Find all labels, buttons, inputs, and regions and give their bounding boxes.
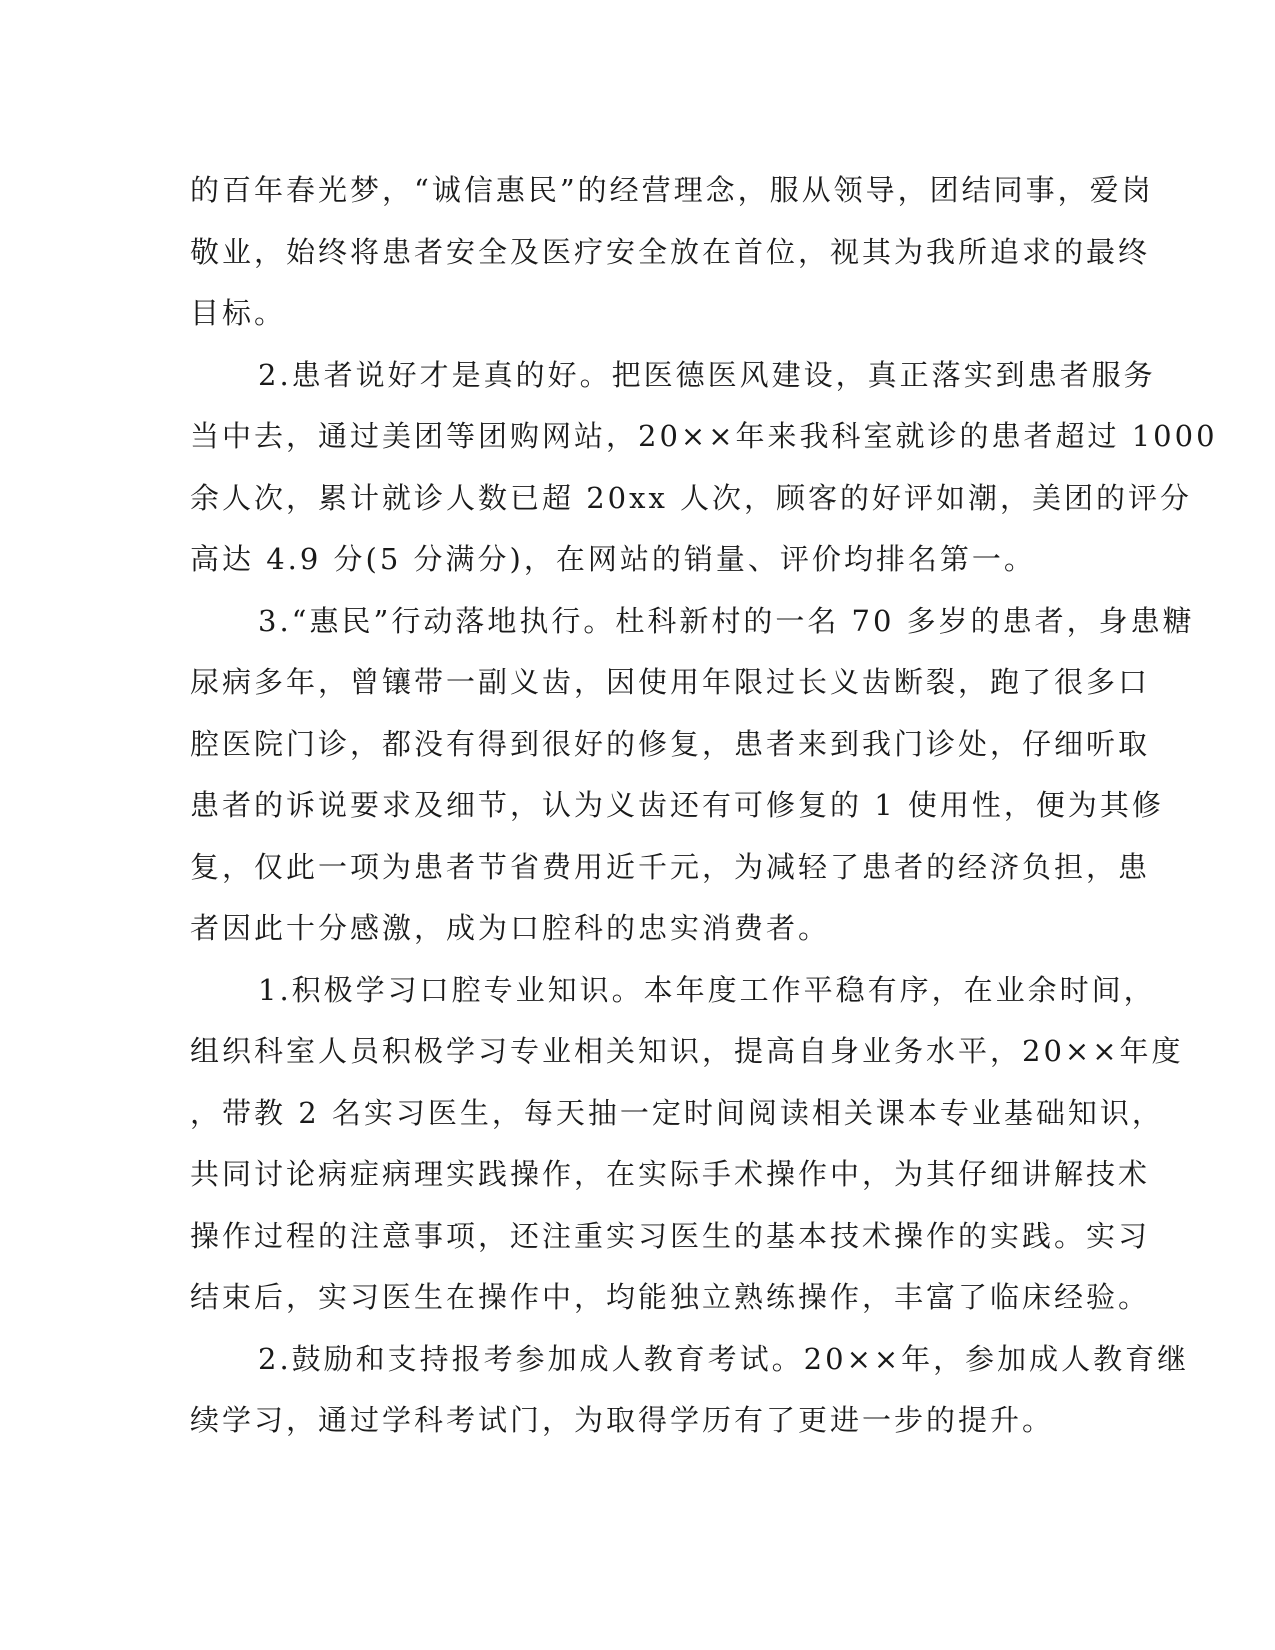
paragraph-start-line: 2.鼓励和支持报考参加成人教育考试。20××年，参加成人教育继 [258, 1341, 1190, 1376]
text-line: 高达 4.9 分(5 分满分)，在网站的销量、评价均排名第一。 [190, 542, 1036, 576]
text-line: ，带教 2 名实习医生，每天抽一定时间阅读相关课本专业基础知识， [190, 1095, 1164, 1130]
text-line: 余人次，累计就诊人数已超 20xx 人次，顾客的好评如潮，美团的评分 [190, 480, 1193, 515]
text-line: 腔医院门诊，都没有得到很好的修复，患者来到我门诊处，仔细听取 [190, 726, 1151, 761]
text-line: 操作过程的注意事项，还注重实习医生的基本技术操作的实践。实习 [190, 1218, 1151, 1253]
body-text [190, 160, 1218, 1452]
text-line: 的百年春光梦，“诚信惠民”的经营理念，服从领导，团结同事，爱岗 [190, 173, 1154, 207]
text-line: 患者的诉说要求及细节，认为义齿还有可修复的 1 使用性，便为其修 [190, 788, 1164, 822]
text-line: 者因此十分感激，成为口腔科的忠实消费者。 [190, 911, 831, 945]
text-line: 复，仅此一项为患者节省费用近千元，为减轻了患者的经济负担，患 [190, 849, 1151, 884]
paragraph-start-line: 2.患者说好才是真的好。把医德医风建设，真正落实到患者服务 [258, 357, 1156, 392]
text-line: 敬业，始终将患者安全及医疗安全放在首位，视其为我所追求的最终 [190, 234, 1151, 269]
text-line: 续学习，通过学科考试门，为取得学历有了更进一步的提升。 [190, 1403, 1055, 1437]
text-line: 结束后，实习医生在操作中，均能独立熟练操作，丰富了临床经验。 [190, 1280, 1151, 1314]
text-line: 组织科室人员积极学习专业相关知识，提高自身业务水平，20××年度 [190, 1034, 1184, 1068]
text-line: 当中去，通过美团等团购网站，20××年来我科室就诊的患者超过 1000 [190, 419, 1218, 453]
text-line: 目标。 [190, 296, 287, 330]
paragraph-start-line: 1.积极学习口腔专业知识。本年度工作平稳有序，在业余时间， [258, 972, 1156, 1007]
paragraph-start-line: 3.“惠民”行动落地执行。杜科新村的一名 70 多岁的患者，身患糖 [258, 603, 1195, 638]
text-line: 尿病多年，曾镶带一副义齿，因使用年限过长义齿断裂，跑了很多口 [190, 665, 1151, 699]
text-line: 共同讨论病症病理实践操作，在实际手术操作中，为其仔细讲解技术 [190, 1157, 1151, 1191]
